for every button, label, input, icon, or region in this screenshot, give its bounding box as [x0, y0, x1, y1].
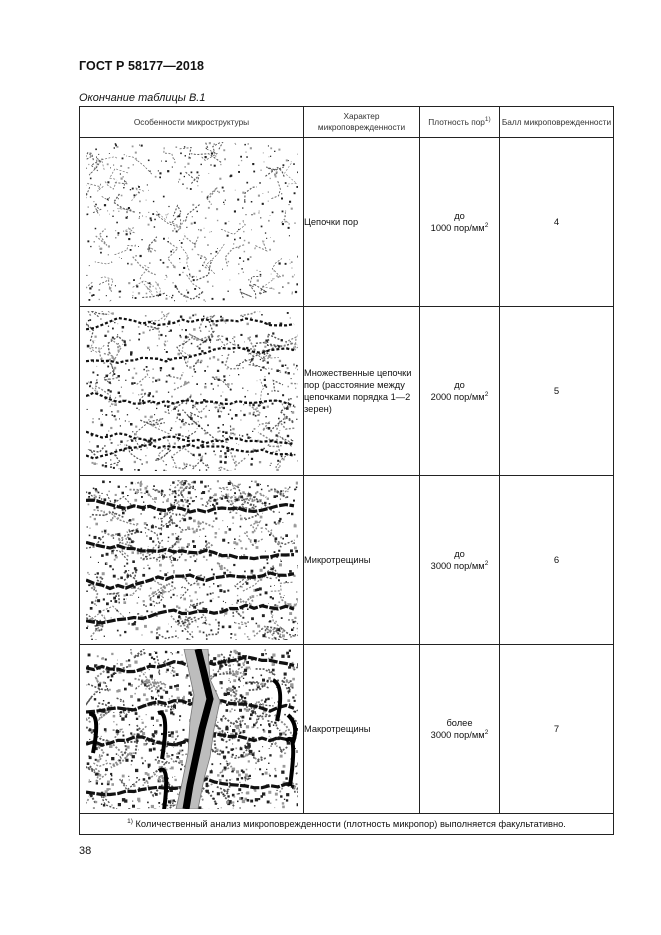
density-value: 1000 пор/мм	[430, 223, 485, 233]
footnote-text: Количественный анализ микроповрежденности (плотность микропор) выполняется факультативно.	[135, 819, 566, 829]
pore-density	[420, 476, 500, 645]
pore-density	[420, 645, 500, 814]
micrograph-cell	[80, 138, 304, 307]
density-exponent: 2	[484, 728, 489, 736]
page-number: 38	[79, 845, 92, 857]
document-code: ГОСТ Р 58177—2018	[79, 59, 205, 73]
footnote	[80, 814, 614, 835]
damage-score: 7	[500, 645, 614, 814]
col-header-density-label: Плотность пор	[428, 116, 485, 127]
micrograph-microcracks-image	[86, 480, 298, 640]
density-value: 3000 пор/мм	[430, 561, 485, 571]
density-prefix: более	[446, 718, 473, 728]
table-header-row	[80, 107, 614, 138]
micrograph-macrocracks-image	[86, 649, 298, 809]
density-exponent: 2	[484, 390, 489, 398]
col-header-score: Балл микроповрежденности	[500, 107, 614, 138]
col-header-character: Характер микроповрежденности	[304, 107, 420, 138]
microstructure-table	[79, 106, 614, 835]
micrograph-cell	[80, 307, 304, 476]
density-exponent: 2	[484, 559, 489, 567]
damage-score: 5	[500, 307, 614, 476]
damage-character: Множественные цепочки пор (расстояние между цепочками порядка 1—2 зерен)	[304, 307, 420, 476]
density-prefix: до	[454, 211, 465, 221]
table-row	[80, 476, 614, 645]
damage-score: 4	[500, 138, 614, 307]
micrograph-pore-chains-image	[86, 142, 298, 302]
density-value: 2000 пор/мм	[430, 392, 485, 402]
table-row	[80, 645, 614, 814]
footnote-mark: 1)	[127, 817, 133, 825]
density-prefix: до	[454, 549, 465, 559]
density-prefix: до	[454, 380, 465, 390]
density-exponent: 2	[484, 221, 489, 229]
table-row	[80, 307, 614, 476]
damage-character: Цепочки пор	[304, 138, 420, 307]
pore-density	[420, 138, 500, 307]
damage-score: 6	[500, 476, 614, 645]
table-row	[80, 138, 614, 307]
col-header-density	[420, 107, 500, 138]
table-caption: Окончание таблицы В.1	[79, 92, 206, 104]
micrograph-cell	[80, 645, 304, 814]
density-value: 3000 пор/мм	[430, 730, 485, 740]
micrograph-cell	[80, 476, 304, 645]
damage-character: Микротрещины	[304, 476, 420, 645]
footnote-ref: 1)	[484, 115, 491, 123]
col-header-structure: Особенности микроструктуры	[80, 107, 304, 138]
micrograph-multiple-pore-chains-image	[86, 311, 298, 471]
footnote-row	[80, 814, 614, 835]
damage-character: Макротрещины	[304, 645, 420, 814]
pore-density	[420, 307, 500, 476]
